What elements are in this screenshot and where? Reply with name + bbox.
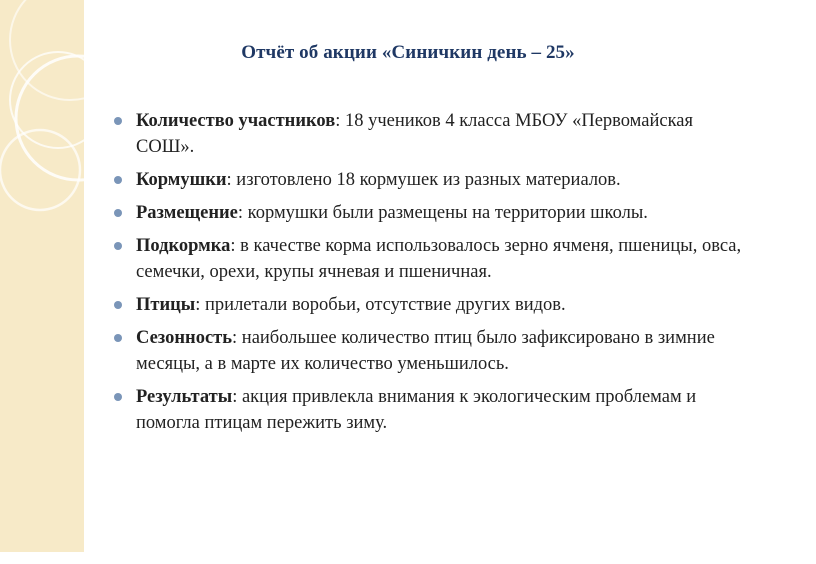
bullet-icon [114,393,122,401]
item-term: Результаты [136,387,233,407]
decorative-side-band [0,0,84,552]
list-item [112,200,752,226]
bullet-icon [114,301,122,309]
item-term: Количество участников [136,111,336,131]
item-text: : в качестве корма использовалось зерно ячменя, пшеницы, овса, семечки, орехи, крупы ячневая и пшеничная. [136,236,742,282]
bullet-icon [114,242,122,250]
item-term: Сезонность [136,328,233,348]
item-term: Подкормка [136,236,231,256]
list-item [112,233,752,285]
item-term: Птицы [136,295,196,315]
item-text: : акция привлекла внимания к экологическим проблемам и помогла птицам пережить зиму. [136,387,697,433]
list-item [112,292,752,318]
bullet-icon [114,334,122,342]
item-text: : кормушки были размещены на территории школы. [237,203,648,223]
bullet-icon [114,176,122,184]
item-text: : изготовлено 18 кормушек из разных материалов. [226,170,621,190]
decorative-circles [0,0,84,552]
bullet-icon [114,209,122,217]
item-term: Размещение [136,203,238,223]
item-text: : наибольшее количество птиц было зафиксировано в зимние месяцы, а в марте их количество уменьшилось. [136,328,715,374]
list-item [112,167,752,193]
bullet-icon [114,117,122,125]
item-term: Кормушки [136,170,227,190]
bullet-list [112,108,752,443]
slide-title: Отчёт об акции «Синичкин день – 25» [241,42,575,63]
item-text: : прилетали воробьи, отсутствие других видов. [195,295,566,315]
item-text: : 18 учеников 4 класса МБОУ «Первомайская СОШ». [136,111,694,157]
list-item [112,325,752,377]
list-item [112,384,752,436]
list-item [112,108,752,160]
